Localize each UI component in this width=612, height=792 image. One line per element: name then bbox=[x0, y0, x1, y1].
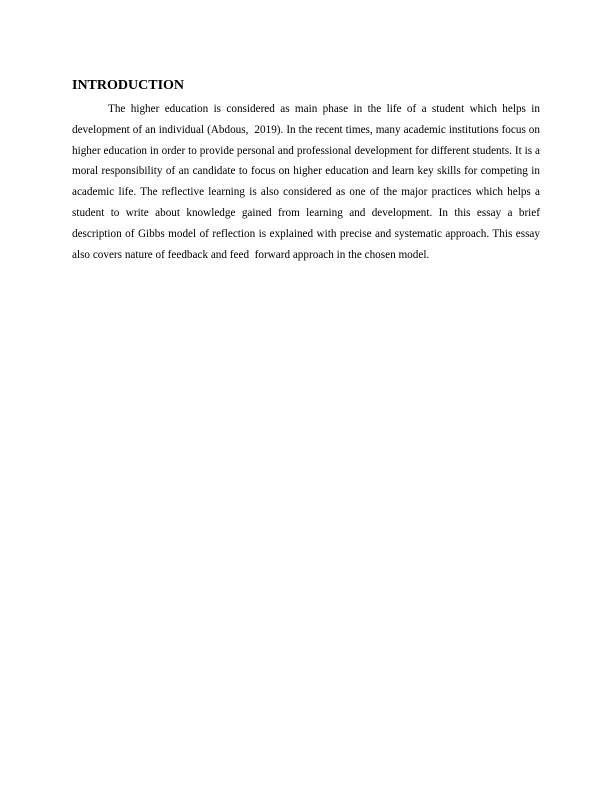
introduction-paragraph: The higher education is considered as main phase in the life of a student which helps in development of an individual (Abdous, 2019). In the recent times, many academic institutions focus on higher education in order to provide personal and professional development for different students. It is a moral responsibility of an candidate to focus on higher education and learn key skills for competing in academic life. The reflective learning is also considered as one of the major practices which helps a student to write about knowledge gained from learning and development. In this essay a brief description of Gibbs model of reflection is explained with precise and systematic approach. This essay also covers nature of feedback and feed forward approach in the chosen model. bbox=[72, 103, 543, 261]
section-heading: INTRODUCTION bbox=[72, 78, 185, 93]
